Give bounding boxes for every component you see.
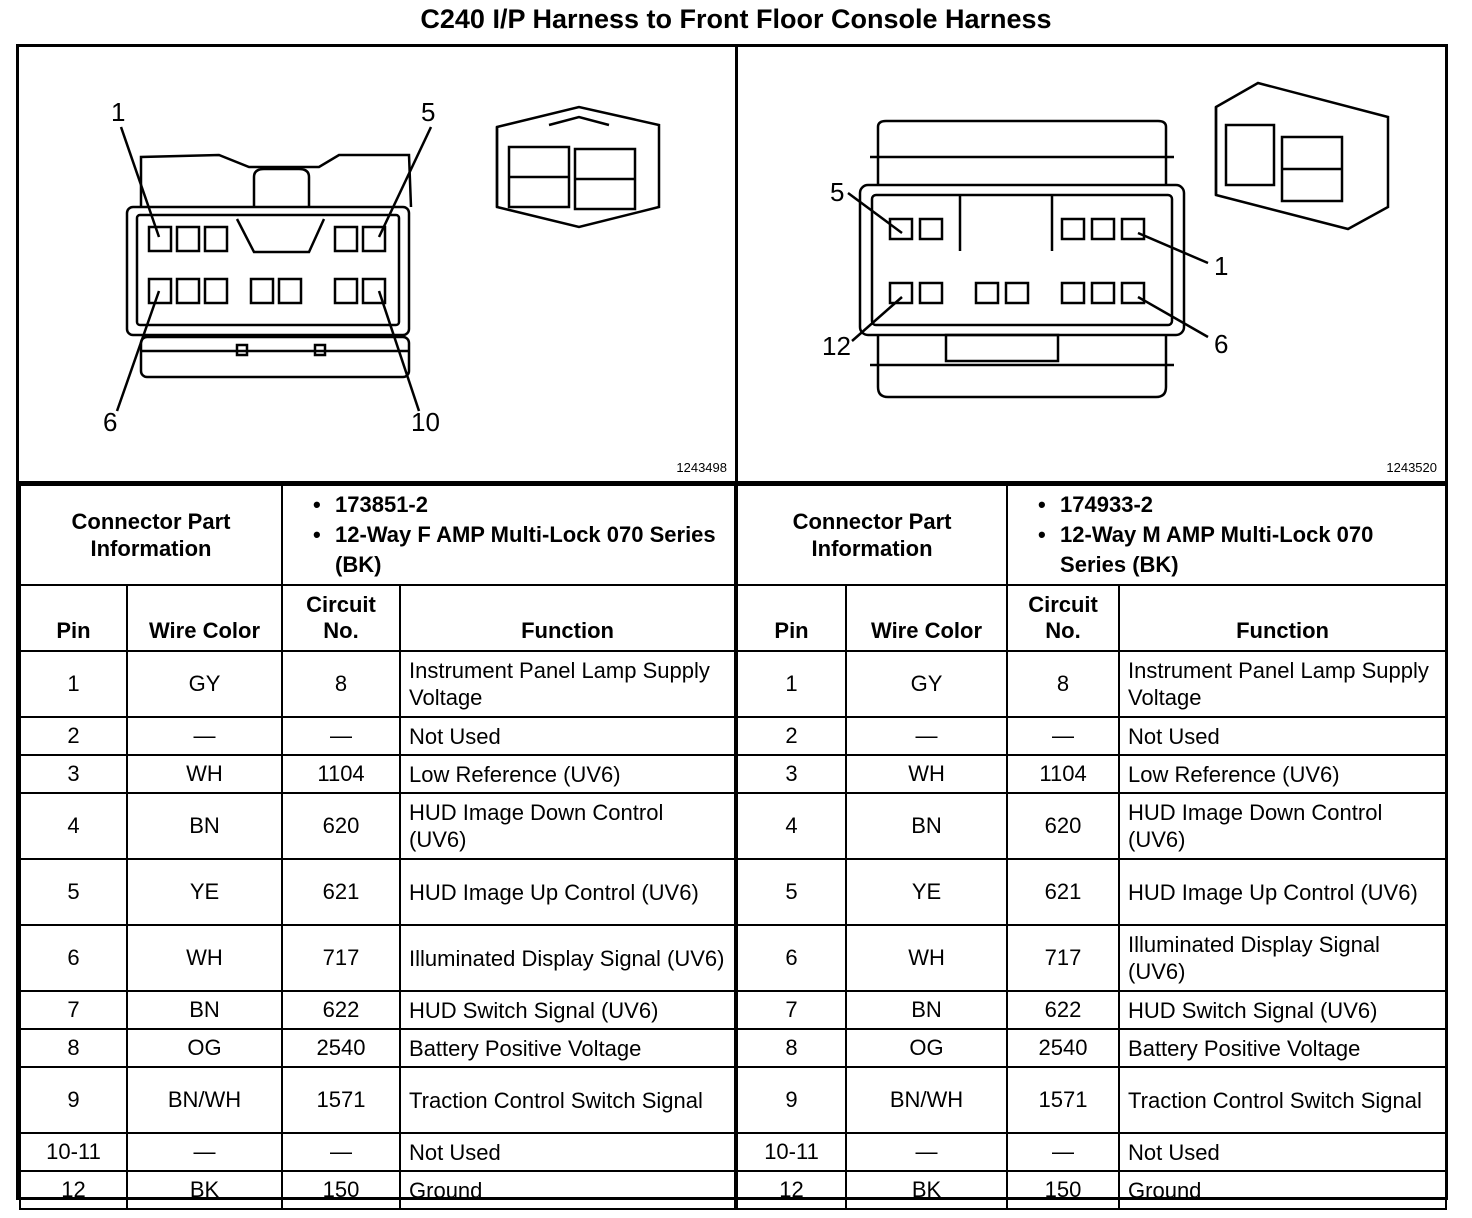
pinout-table bbox=[19, 484, 1447, 1210]
pin-cell: 7 bbox=[20, 991, 127, 1029]
header-function-right: Function bbox=[1119, 585, 1446, 651]
wire-color-cell: GY bbox=[846, 651, 1007, 717]
callout-pin-6-right: 6 bbox=[1214, 329, 1229, 359]
wire-color-cell: WH bbox=[127, 925, 282, 991]
header-pin-right: Pin bbox=[736, 585, 846, 651]
left-connector-panel bbox=[19, 47, 738, 481]
table-row bbox=[20, 793, 1446, 859]
header-circuit-right: Circuit No. bbox=[1007, 585, 1119, 651]
table-row bbox=[20, 717, 1446, 755]
table-row bbox=[20, 859, 1446, 925]
left-part-number: • 173851-2 bbox=[313, 490, 726, 520]
wire-color-cell: BK bbox=[846, 1171, 1007, 1209]
function-cell: Traction Control Switch Signal bbox=[400, 1067, 736, 1133]
wire-color-cell: WH bbox=[127, 755, 282, 793]
pin-cell: 3 bbox=[20, 755, 127, 793]
header-wire-color-right: Wire Color bbox=[846, 585, 1007, 651]
wire-color-cell: OG bbox=[846, 1029, 1007, 1067]
callout-pin-5-right: 5 bbox=[830, 177, 845, 207]
female-connector-drawing bbox=[19, 47, 735, 481]
circuit-cell: 1571 bbox=[1007, 1067, 1119, 1133]
function-cell: Not Used bbox=[1119, 1133, 1446, 1171]
function-cell: HUD Image Up Control (UV6) bbox=[400, 859, 736, 925]
circuit-cell: 621 bbox=[282, 859, 400, 925]
circuit-cell: 1104 bbox=[1007, 755, 1119, 793]
circuit-cell: 717 bbox=[282, 925, 400, 991]
callout-pin-6: 6 bbox=[103, 407, 118, 437]
callout-pin-12-right: 12 bbox=[822, 331, 851, 361]
circuit-cell: 621 bbox=[1007, 859, 1119, 925]
circuit-cell: 620 bbox=[1007, 793, 1119, 859]
circuit-cell: 622 bbox=[282, 991, 400, 1029]
left-part-info bbox=[282, 485, 736, 585]
pin-cell: 5 bbox=[20, 859, 127, 925]
table-row bbox=[20, 1029, 1446, 1067]
wire-color-cell: BK bbox=[127, 1171, 282, 1209]
right-part-info bbox=[1007, 485, 1446, 585]
function-cell: Illuminated Display Signal (UV6) bbox=[400, 925, 736, 991]
pin-cell: 9 bbox=[20, 1067, 127, 1133]
pin-cell: 4 bbox=[20, 793, 127, 859]
table-row bbox=[20, 925, 1446, 991]
connector-info-row bbox=[20, 485, 1446, 585]
callout-pin-1-right: 1 bbox=[1214, 251, 1229, 281]
header-circuit: Circuit No. bbox=[282, 585, 400, 651]
function-cell: HUD Image Down Control (UV6) bbox=[1119, 793, 1446, 859]
circuit-cell: 1571 bbox=[282, 1067, 400, 1133]
header-row bbox=[20, 585, 1446, 651]
wire-color-cell: — bbox=[846, 1133, 1007, 1171]
callout-pin-10: 10 bbox=[411, 407, 440, 437]
right-connector-panel bbox=[738, 47, 1445, 481]
right-part-description: • 12-Way M AMP Multi-Lock 070 Series (BK) bbox=[1038, 520, 1437, 580]
header-pin: Pin bbox=[20, 585, 127, 651]
left-figure-number: 1243498 bbox=[676, 460, 727, 475]
wire-color-cell: BN bbox=[846, 991, 1007, 1029]
table-row bbox=[20, 991, 1446, 1029]
circuit-cell: 150 bbox=[282, 1171, 400, 1209]
circuit-cell: — bbox=[282, 1133, 400, 1171]
header-function: Function bbox=[400, 585, 736, 651]
wire-color-cell: BN bbox=[127, 793, 282, 859]
circuit-cell: 1104 bbox=[282, 755, 400, 793]
circuit-cell: 717 bbox=[1007, 925, 1119, 991]
circuit-cell: 2540 bbox=[282, 1029, 400, 1067]
function-cell: Not Used bbox=[1119, 717, 1446, 755]
function-cell: HUD Switch Signal (UV6) bbox=[400, 991, 736, 1029]
function-cell: Instrument Panel Lamp Supply Voltage bbox=[1119, 651, 1446, 717]
function-cell: HUD Image Down Control (UV6) bbox=[400, 793, 736, 859]
diagram-row bbox=[19, 47, 1445, 484]
table-row bbox=[20, 755, 1446, 793]
wire-color-cell: WH bbox=[846, 925, 1007, 991]
table-row bbox=[20, 1133, 1446, 1171]
function-cell: Low Reference (UV6) bbox=[400, 755, 736, 793]
wire-color-cell: YE bbox=[846, 859, 1007, 925]
function-cell: Ground bbox=[400, 1171, 736, 1209]
pin-cell: 9 bbox=[736, 1067, 846, 1133]
pin-cell: 2 bbox=[736, 717, 846, 755]
header-wire-color: Wire Color bbox=[127, 585, 282, 651]
circuit-cell: — bbox=[1007, 1133, 1119, 1171]
wire-color-cell: OG bbox=[127, 1029, 282, 1067]
right-figure-number: 1243520 bbox=[1386, 460, 1437, 475]
pin-cell: 10-11 bbox=[736, 1133, 846, 1171]
pin-cell: 12 bbox=[20, 1171, 127, 1209]
pin-cell: 4 bbox=[736, 793, 846, 859]
pin-rows bbox=[20, 651, 1446, 1209]
male-connector-drawing bbox=[738, 47, 1445, 481]
table-row bbox=[20, 1067, 1446, 1133]
wire-color-cell: — bbox=[127, 1133, 282, 1171]
pin-cell: 8 bbox=[736, 1029, 846, 1067]
pin-cell: 10-11 bbox=[20, 1133, 127, 1171]
function-cell: Low Reference (UV6) bbox=[1119, 755, 1446, 793]
callout-pin-5: 5 bbox=[421, 97, 436, 127]
pin-cell: 12 bbox=[736, 1171, 846, 1209]
circuit-cell: 620 bbox=[282, 793, 400, 859]
table-row bbox=[20, 651, 1446, 717]
function-cell: Traction Control Switch Signal bbox=[1119, 1067, 1446, 1133]
table-row bbox=[20, 1171, 1446, 1209]
pin-cell: 6 bbox=[20, 925, 127, 991]
wire-color-cell: YE bbox=[127, 859, 282, 925]
circuit-cell: 2540 bbox=[1007, 1029, 1119, 1067]
page-title: C240 I/P Harness to Front Floor Console Harness bbox=[420, 4, 1052, 34]
circuit-cell: — bbox=[1007, 717, 1119, 755]
function-cell: Battery Positive Voltage bbox=[400, 1029, 736, 1067]
function-cell: HUD Image Up Control (UV6) bbox=[1119, 859, 1446, 925]
pin-cell: 2 bbox=[20, 717, 127, 755]
function-cell: HUD Switch Signal (UV6) bbox=[1119, 991, 1446, 1029]
circuit-cell: 622 bbox=[1007, 991, 1119, 1029]
left-part-description: • 12-Way F AMP Multi-Lock 070 Series (BK) bbox=[313, 520, 726, 580]
right-part-number: • 174933-2 bbox=[1038, 490, 1437, 520]
wire-color-cell: GY bbox=[127, 651, 282, 717]
pin-cell: 3 bbox=[736, 755, 846, 793]
wire-color-cell: WH bbox=[846, 755, 1007, 793]
left-connector-label: Connector Part Information bbox=[20, 485, 282, 585]
function-cell: Battery Positive Voltage bbox=[1119, 1029, 1446, 1067]
wire-color-cell: — bbox=[846, 717, 1007, 755]
right-connector-label: Connector Part Information bbox=[736, 485, 1007, 585]
wire-color-cell: BN/WH bbox=[846, 1067, 1007, 1133]
function-cell: Instrument Panel Lamp Supply Voltage bbox=[400, 651, 736, 717]
circuit-cell: 8 bbox=[282, 651, 400, 717]
function-cell: Illuminated Display Signal (UV6) bbox=[1119, 925, 1446, 991]
circuit-cell: 8 bbox=[1007, 651, 1119, 717]
function-cell: Ground bbox=[1119, 1171, 1446, 1209]
wire-color-cell: BN bbox=[127, 991, 282, 1029]
pin-cell: 8 bbox=[20, 1029, 127, 1067]
pin-cell: 7 bbox=[736, 991, 846, 1029]
pin-cell: 1 bbox=[20, 651, 127, 717]
circuit-cell: 150 bbox=[1007, 1171, 1119, 1209]
pin-cell: 1 bbox=[736, 651, 846, 717]
function-cell: Not Used bbox=[400, 1133, 736, 1171]
callout-pin-1: 1 bbox=[111, 97, 126, 127]
wire-color-cell: — bbox=[127, 717, 282, 755]
wire-color-cell: BN/WH bbox=[127, 1067, 282, 1133]
function-cell: Not Used bbox=[400, 717, 736, 755]
harness-frame bbox=[16, 44, 1448, 1203]
pin-cell: 6 bbox=[736, 925, 846, 991]
circuit-cell: — bbox=[282, 717, 400, 755]
wire-color-cell: BN bbox=[846, 793, 1007, 859]
pin-cell: 5 bbox=[736, 859, 846, 925]
